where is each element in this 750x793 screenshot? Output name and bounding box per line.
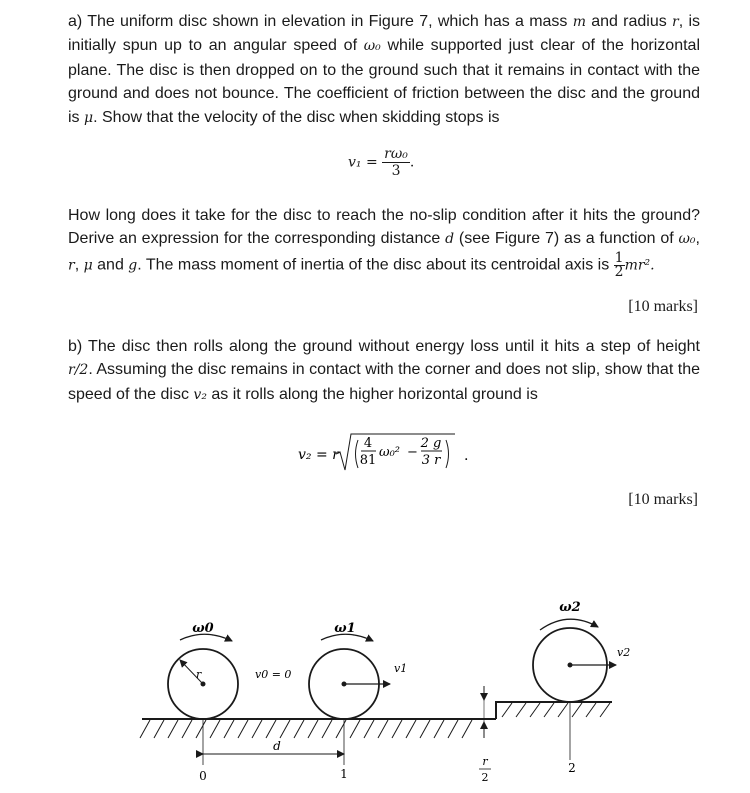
disc1-omega-label: ω1: [334, 621, 356, 636]
eq2-f2-num: 2 g: [420, 436, 442, 451]
inertia-num: 1: [614, 249, 624, 266]
math-g: g: [128, 257, 138, 274]
eq2-minus: −: [407, 445, 418, 460]
math-step-height: r/2: [68, 362, 89, 379]
math-r: r: [672, 14, 679, 30]
part-a-paragraph: [68, 10, 700, 130]
math-m: m: [572, 14, 586, 30]
text: a) The uniform disc shown in elevation in Figure 7, which has a mass: [68, 13, 573, 30]
eq2-f1-num: 4: [363, 436, 373, 451]
math-mu: μ: [84, 109, 94, 126]
text: and: [92, 256, 129, 274]
eq-lhs: v₁ =: [348, 154, 378, 171]
eq2-f2-den: 3 r: [421, 453, 441, 468]
text: as it rolls along the higher horizontal ground is: [206, 385, 538, 403]
eq-period: .: [409, 154, 415, 171]
disc2-omega-label: ω2: [559, 600, 581, 615]
position-label-1: 1: [340, 767, 348, 781]
figure-7: [0, 590, 750, 793]
text: . The mass moment of inertia of the disc about its centroidal axis is: [137, 256, 614, 274]
eq-denominator: 3: [391, 163, 401, 179]
text: (see Figure 7) as a function of: [454, 230, 679, 248]
disc0-velocity-label: v0 = 0: [255, 668, 292, 681]
equation-v1: [348, 146, 414, 179]
disc-1: [309, 621, 407, 719]
disc-0: [168, 621, 291, 719]
disc2-velocity-label: v2: [617, 646, 631, 659]
position-label-2: 2: [568, 761, 576, 775]
disc1-velocity-label: v1: [394, 662, 408, 675]
math-r: r: [68, 257, 75, 274]
disc0-radius-label: r: [196, 668, 202, 681]
text: ,: [695, 230, 700, 248]
marks-b: [10 marks]: [628, 491, 698, 508]
part-b-paragraph: [68, 335, 700, 407]
step-height-den: 2: [481, 771, 489, 784]
d-label: d: [273, 739, 281, 753]
math-v2: v₂: [193, 386, 207, 403]
text: while supported just clear of the horizontal plane. The disc is then dropped on to the ground such that it remains in contact with the ground and does not bounce. The coefficient of friction between the disc and the ground is: [68, 37, 701, 126]
eq2-period: .: [464, 448, 469, 464]
disc0-omega-label: ω0: [192, 621, 214, 636]
step-height-num: r: [482, 755, 488, 768]
text: and radius: [585, 13, 673, 30]
position-label-0: 0: [199, 769, 207, 783]
ground-hatch-lower: [140, 720, 472, 738]
equation-v2: [298, 430, 478, 480]
math-mr2: mr².: [624, 257, 655, 274]
eq2-lhs: v₂ = r: [298, 447, 339, 463]
disc-2: [533, 600, 630, 702]
text: . Show that the velocity of the disc when skidding stops is: [93, 108, 500, 126]
eq2-f1-den: 81: [359, 453, 377, 468]
marks-a: [10 marks]: [628, 298, 698, 315]
math-d: d: [445, 231, 455, 248]
ground-hatch-upper: [502, 703, 610, 717]
equation-v2-svg: [298, 430, 478, 480]
eq2-omega0-squared: ω₀²: [379, 445, 401, 460]
eq-numerator: rω₀: [384, 146, 408, 162]
inertia-fraction: [614, 249, 625, 280]
inertia-den: 2: [614, 263, 624, 280]
text: . Assuming the disc remains in contact with the corner and does not slip, show that the speed of the disc: [68, 361, 700, 403]
text: ,: [74, 256, 84, 274]
math-omega0: ω₀: [678, 231, 696, 248]
question-paragraph: [68, 204, 700, 279]
text: How long does it take for the disc to reach the no-slip condition after it hits the ground? Derive an expression for the corresponding distance: [68, 207, 700, 248]
text: b) The disc then rolls along the ground without energy loss until it hits a step of height: [68, 338, 700, 355]
math-omega0: ω₀: [363, 38, 381, 55]
text: , is initially spun up to an angular speed of: [68, 13, 700, 55]
math-mu: μ: [83, 257, 93, 274]
